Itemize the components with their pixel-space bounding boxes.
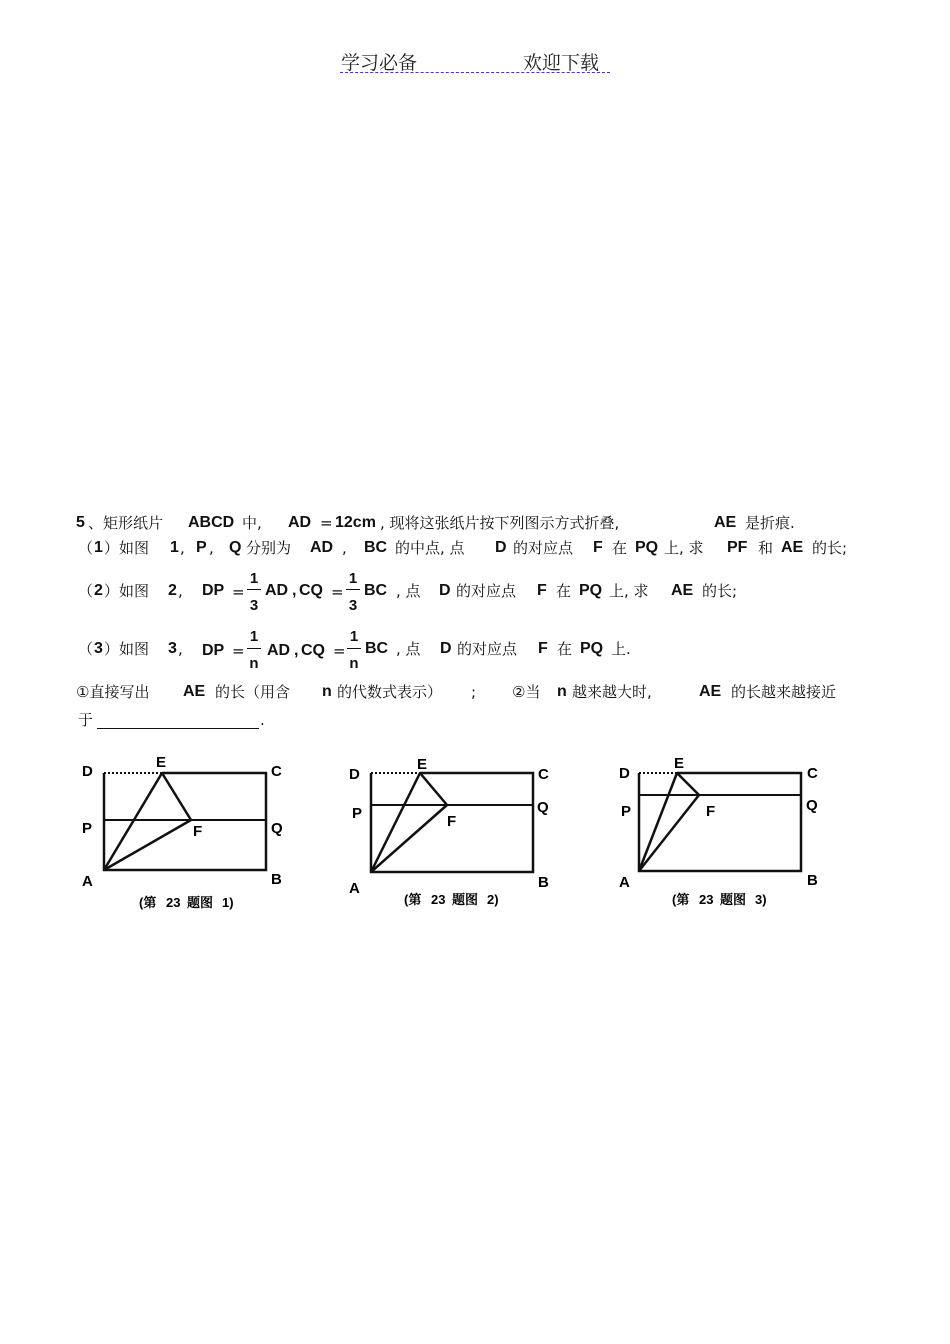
- text: ,: [178, 640, 183, 658]
- caption-figure: 3): [755, 892, 767, 907]
- problem-number: 5: [76, 514, 85, 531]
- math-ae: AE: [671, 582, 694, 599]
- math-bc: BC: [364, 539, 388, 556]
- label-b: B: [538, 874, 549, 891]
- label-e: E: [674, 755, 685, 772]
- text: 的长越来越接近: [731, 683, 837, 701]
- label-p: P: [621, 803, 632, 820]
- figure-ref: 3: [168, 640, 177, 657]
- math-pq: PQ: [580, 640, 604, 657]
- text: 的代数式表示）: [337, 683, 443, 701]
- label-b: B: [807, 872, 818, 889]
- header-left: 学习必备: [341, 52, 418, 74]
- fraction-denominator: 3: [348, 597, 358, 614]
- fraction-bar: [247, 648, 261, 649]
- math-eq: =: [333, 642, 346, 660]
- text: 于: [78, 711, 94, 729]
- text: , 点: [396, 640, 421, 658]
- math-ad: AD: [310, 539, 334, 556]
- caption-figure: 2): [487, 892, 499, 907]
- label-a: A: [349, 880, 360, 897]
- text: 的对应点: [513, 539, 574, 557]
- text: ,: [209, 539, 214, 557]
- math-pq: PQ: [579, 582, 603, 599]
- label-f: F: [447, 813, 457, 830]
- math-ae: AE: [183, 683, 206, 700]
- text: 在: [557, 640, 573, 658]
- text: 的对应点: [457, 640, 518, 658]
- text: 的长;: [812, 539, 848, 557]
- paren: （: [78, 582, 94, 600]
- label-c: C: [538, 766, 549, 783]
- label-d: D: [82, 763, 93, 780]
- caption-text: 题图: [452, 892, 479, 907]
- label-q: Q: [806, 797, 818, 814]
- math-cq: CQ: [299, 582, 323, 599]
- text: ②当: [512, 683, 541, 701]
- crease-ae: [104, 773, 162, 870]
- text: 的对应点: [456, 582, 517, 600]
- caption-number: 23: [166, 895, 181, 910]
- math-eq: =: [232, 642, 245, 660]
- caption-number: 23: [431, 892, 446, 907]
- fraction-bar: [347, 648, 361, 649]
- segment-af: [639, 795, 699, 871]
- text: ;: [471, 683, 477, 701]
- math-d: D: [439, 582, 451, 599]
- answer-blank: [97, 728, 259, 729]
- text: , 点: [396, 582, 421, 600]
- figure-1: [82, 754, 283, 910]
- text: .: [260, 711, 265, 729]
- math-ae: AE: [714, 514, 737, 531]
- label-e: E: [156, 754, 167, 771]
- math-abcd: ABCD: [188, 514, 235, 531]
- part-number: 1: [94, 539, 103, 556]
- math-pf: PF: [727, 539, 748, 556]
- label-q: Q: [537, 799, 549, 816]
- text: 上, 求: [609, 582, 649, 600]
- text: 是折痕.: [745, 514, 795, 532]
- math-value: 12cm: [335, 514, 376, 531]
- header-right: 欢迎下载: [523, 52, 600, 74]
- math-ad: AD: [265, 582, 289, 599]
- figure-3: [619, 755, 818, 907]
- text: ,: [180, 539, 185, 557]
- label-b: B: [271, 871, 282, 888]
- figure-ref: 1: [170, 539, 179, 556]
- math-eq: =: [232, 583, 245, 601]
- label-f: F: [706, 803, 716, 820]
- header-underline: [340, 72, 610, 73]
- math-n: n: [557, 683, 567, 700]
- text: ,: [342, 539, 347, 557]
- paren: （: [78, 640, 94, 658]
- text: 越来越大时,: [572, 683, 652, 701]
- text: 分别为: [246, 539, 292, 557]
- caption-open: (第: [672, 892, 690, 907]
- text: ①直接写出: [76, 683, 150, 701]
- math-dp: DP: [202, 582, 225, 599]
- math-ae: AE: [699, 683, 722, 700]
- label-p: P: [352, 805, 363, 822]
- part-number: 3: [94, 640, 103, 657]
- fraction-numerator: 1: [249, 628, 259, 645]
- text: ）如图: [104, 640, 150, 658]
- fraction-bar: [346, 589, 360, 590]
- label-d: D: [349, 766, 360, 783]
- crease-ae: [371, 773, 420, 872]
- segment-af: [371, 805, 447, 872]
- text: 在: [556, 582, 572, 600]
- math-cq: CQ: [301, 642, 325, 659]
- math-bc: BC: [364, 582, 388, 599]
- text: 上, 求: [664, 539, 704, 557]
- label-a: A: [619, 874, 630, 891]
- fraction-denominator: 3: [249, 597, 259, 614]
- math-dp: DP: [202, 642, 225, 659]
- segment-ef: [162, 773, 191, 820]
- math-f: F: [538, 640, 548, 657]
- figure-2: [349, 756, 549, 907]
- fraction-numerator: 1: [348, 570, 358, 587]
- text: 中,: [242, 514, 262, 532]
- caption-open: (第: [139, 895, 157, 910]
- text: ,: [294, 642, 299, 659]
- label-p: P: [82, 820, 93, 837]
- label-c: C: [271, 763, 282, 780]
- fraction-numerator: 1: [349, 628, 359, 645]
- text: 上.: [611, 640, 631, 658]
- crease-ae: [639, 773, 677, 871]
- fraction-denominator: n: [349, 655, 359, 672]
- figure-ref: 2: [168, 582, 177, 599]
- segment-af: [104, 820, 191, 870]
- text: 、矩形纸片: [88, 514, 164, 532]
- text: 的长（用含: [215, 683, 291, 701]
- math-n: n: [322, 683, 332, 700]
- label-d: D: [619, 765, 630, 782]
- math-d: D: [440, 640, 452, 657]
- math-eq: =: [320, 514, 333, 532]
- math-bc: BC: [365, 640, 389, 657]
- math-f: F: [537, 582, 547, 599]
- math-ad: AD: [288, 514, 312, 531]
- fraction-numerator: 1: [249, 570, 259, 587]
- text: ）如图: [104, 582, 150, 600]
- rectangle-edge: [639, 773, 801, 871]
- text: 和: [758, 539, 774, 557]
- caption-figure: 1): [222, 895, 234, 910]
- label-q: Q: [271, 820, 283, 837]
- segment-ef: [420, 773, 447, 805]
- text: ,: [292, 582, 297, 599]
- text: ）如图: [104, 539, 150, 557]
- math-ae: AE: [781, 539, 804, 556]
- math-pq: PQ: [635, 539, 659, 556]
- label-a: A: [82, 873, 93, 890]
- math-p: P: [196, 539, 207, 556]
- caption-open: (第: [404, 892, 422, 907]
- math-q: Q: [229, 539, 242, 556]
- text: ,: [178, 582, 183, 600]
- label-c: C: [807, 765, 818, 782]
- math-f: F: [593, 539, 603, 556]
- segment-ef: [677, 773, 699, 795]
- figures: [0, 745, 950, 920]
- text: 的中点, 点: [395, 539, 465, 557]
- caption-text: 题图: [187, 895, 214, 910]
- fraction-bar: [247, 589, 261, 590]
- paren: （: [78, 539, 94, 557]
- text: , 现将这张纸片按下列图示方式折叠,: [380, 514, 620, 532]
- label-e: E: [417, 756, 428, 773]
- caption-number: 23: [699, 892, 714, 907]
- math-d: D: [495, 539, 507, 556]
- label-f: F: [193, 823, 203, 840]
- text: 在: [612, 539, 628, 557]
- caption-text: 题图: [720, 892, 747, 907]
- part-number: 2: [94, 582, 103, 599]
- fraction-denominator: n: [249, 655, 259, 672]
- text: 的长;: [702, 582, 738, 600]
- math-ad: AD: [267, 642, 291, 659]
- math-eq: =: [331, 583, 344, 601]
